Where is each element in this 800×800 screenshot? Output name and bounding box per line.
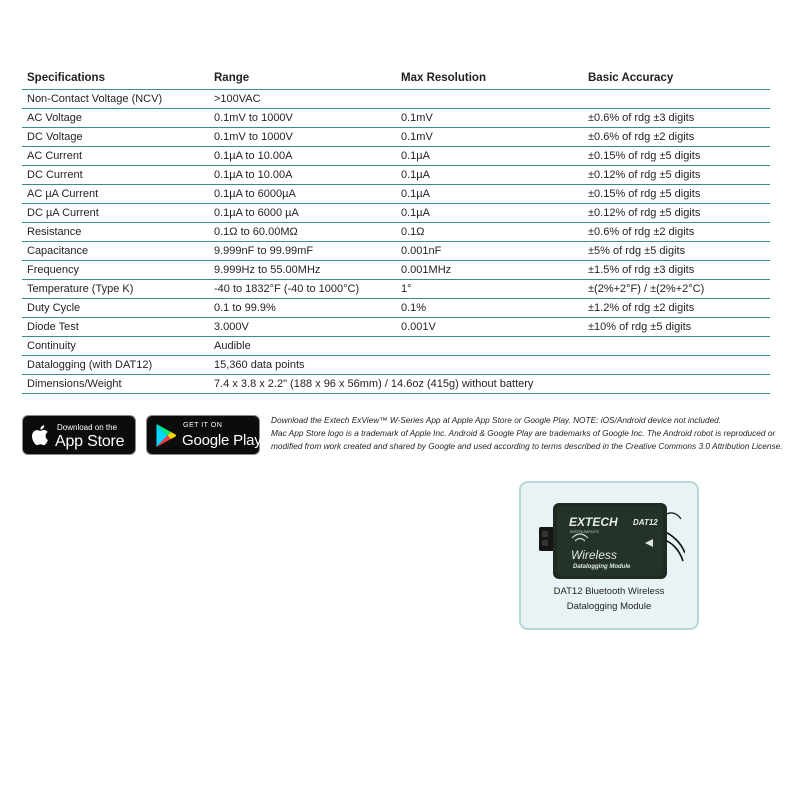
- dat12-module-card: [519, 481, 699, 630]
- table-row: [22, 147, 770, 166]
- table-cell: ±0.12% of rdg ±5 digits: [583, 166, 770, 185]
- table-cell: ±0.6% of rdg ±2 digits: [583, 223, 770, 242]
- table-cell: DC Current: [22, 166, 209, 185]
- table-cell: [396, 356, 583, 375]
- table-cell: Frequency: [22, 261, 209, 280]
- table-cell: 0.1mV: [396, 128, 583, 147]
- note-line-3: modified from work created and shared by Google and used according to terms described in the Creative Commons 3.0 Attribution License.: [271, 441, 783, 451]
- table-cell: Temperature (Type K): [22, 280, 209, 299]
- module-caption-line-1: DAT12 Bluetooth Wireless: [553, 586, 665, 597]
- table-cell: AC µA Current: [22, 185, 209, 204]
- app-store-badge[interactable]: [22, 415, 136, 455]
- table-row: [22, 375, 770, 394]
- table-cell: 15,360 data points: [209, 356, 396, 375]
- table-cell: 3.000V: [209, 318, 396, 337]
- table-cell: ±10% of rdg ±5 digits: [583, 318, 770, 337]
- note-line-1: Download the Extech ExView™ W-Series App at Apple App Store or Google Play. NOTE: iOS/Android device not included.: [271, 415, 722, 425]
- table-cell: 0.1µA: [396, 204, 583, 223]
- photo-brand-text: EXTECH: [569, 515, 618, 529]
- dat12-module-photo: [535, 491, 685, 583]
- module-caption-line-2: Datalogging Module: [566, 601, 652, 612]
- photo-model-text: DAT12: [633, 518, 658, 527]
- note-line-2: Mac App Store logo is a trademark of Apple Inc. Android & Google Play are trademarks of Google Inc. The Android robot is reproduced or: [271, 428, 776, 438]
- table-cell: 0.001MHz: [396, 261, 583, 280]
- table-cell: Continuity: [22, 337, 209, 356]
- table-row: [22, 90, 770, 109]
- table-cell: ±0.15% of rdg ±5 digits: [583, 185, 770, 204]
- table-cell: >100VAC: [209, 90, 396, 109]
- table-cell: 0.1µA: [396, 166, 583, 185]
- table-cell: 1°: [396, 280, 583, 299]
- table-row: [22, 299, 770, 318]
- table-cell: Non-Contact Voltage (NCV): [22, 90, 209, 109]
- table-cell: Duty Cycle: [22, 299, 209, 318]
- table-cell: Capacitance: [22, 242, 209, 261]
- table-row: [22, 223, 770, 242]
- table-cell: 9.999Hz to 55.00MHz: [209, 261, 396, 280]
- table-cell: 0.1µA to 6000 µA: [209, 204, 396, 223]
- table-cell: ±0.6% of rdg ±2 digits: [583, 128, 770, 147]
- table-cell: Resistance: [22, 223, 209, 242]
- table-cell: ±(2%+2°F) / ±(2%+2°C): [583, 280, 770, 299]
- table-row: [22, 204, 770, 223]
- app-download-note: [271, 414, 781, 453]
- table-cell: 0.001nF: [396, 242, 583, 261]
- table-row: [22, 166, 770, 185]
- table-row: [22, 109, 770, 128]
- apple-icon: [31, 424, 49, 446]
- table-cell: Audible: [209, 337, 396, 356]
- table-cell: 0.1µA: [396, 147, 583, 166]
- table-cell: 0.1 to 99.9%: [209, 299, 396, 318]
- table-cell: 0.1µA to 10.00A: [209, 147, 396, 166]
- header-specifications: Specifications: [22, 70, 209, 90]
- table-cell: ±1.2% of rdg ±2 digits: [583, 299, 770, 318]
- header-range: Range: [209, 70, 396, 90]
- table-cell: -40 to 1832°F (-40 to 1000°C): [209, 280, 396, 299]
- table-cell: 0.1µA to 6000µA: [209, 185, 396, 204]
- google-play-small-text: GET IT ON: [183, 422, 223, 429]
- module-caption: [521, 584, 697, 614]
- table-cell: ±0.12% of rdg ±5 digits: [583, 204, 770, 223]
- table-cell: 0.1µA to 10.00A: [209, 166, 396, 185]
- table-header-row: [22, 70, 770, 90]
- table-cell: DC µA Current: [22, 204, 209, 223]
- table-row: [22, 242, 770, 261]
- header-max-resolution: Max Resolution: [396, 70, 583, 90]
- table-cell: 0.1mV to 1000V: [209, 109, 396, 128]
- table-cell: 0.1mV to 1000V: [209, 128, 396, 147]
- table-cell: 9.999nF to 99.99mF: [209, 242, 396, 261]
- table-body: [22, 90, 770, 394]
- table-cell: [583, 337, 770, 356]
- table-cell: ±0.15% of rdg ±5 digits: [583, 147, 770, 166]
- table-row: [22, 185, 770, 204]
- table-cell: AC Current: [22, 147, 209, 166]
- table-cell: Datalogging (with DAT12): [22, 356, 209, 375]
- google-play-badge[interactable]: [146, 415, 260, 455]
- table-row: [22, 337, 770, 356]
- table-cell: AC Voltage: [22, 109, 209, 128]
- google-play-icon: [155, 423, 177, 448]
- photo-brand-sub-text: INSTRUMENTS: [570, 529, 599, 534]
- table-row: [22, 261, 770, 280]
- table-cell: 0.1µA: [396, 185, 583, 204]
- table-cell: Diode Test: [22, 318, 209, 337]
- header-basic-accuracy: Basic Accuracy: [583, 70, 770, 90]
- table-row: [22, 356, 770, 375]
- table-cell: ±0.6% of rdg ±3 digits: [583, 109, 770, 128]
- table-cell: DC Voltage: [22, 128, 209, 147]
- table-row: [22, 280, 770, 299]
- photo-subtitle-text: Datalogging Module: [573, 564, 631, 570]
- table-cell: ±1.5% of rdg ±3 digits: [583, 261, 770, 280]
- table-cell: 0.1Ω to 60.00MΩ: [209, 223, 396, 242]
- table-cell: 0.1Ω: [396, 223, 583, 242]
- app-store-label: App Store: [55, 433, 125, 450]
- photo-title-text: Wireless: [571, 548, 617, 562]
- specifications-table: [22, 70, 770, 394]
- table-cell: [583, 90, 770, 109]
- table-cell: ±5% of rdg ±5 digits: [583, 242, 770, 261]
- table-cell: [396, 337, 583, 356]
- table-row: [22, 318, 770, 337]
- table-cell: Dimensions/Weight: [22, 375, 209, 394]
- table-cell: 7.4 x 3.8 x 2.2" (188 x 96 x 56mm) / 14.6oz (415g) without battery: [209, 375, 770, 394]
- table-cell: 0.1%: [396, 299, 583, 318]
- app-store-small-text: Download on the: [57, 423, 118, 432]
- google-play-label: Google Play: [182, 432, 262, 449]
- table-cell: [583, 356, 770, 375]
- table-cell: [396, 90, 583, 109]
- table-cell: 0.001V: [396, 318, 583, 337]
- table-cell: 0.1mV: [396, 109, 583, 128]
- table-row: [22, 128, 770, 147]
